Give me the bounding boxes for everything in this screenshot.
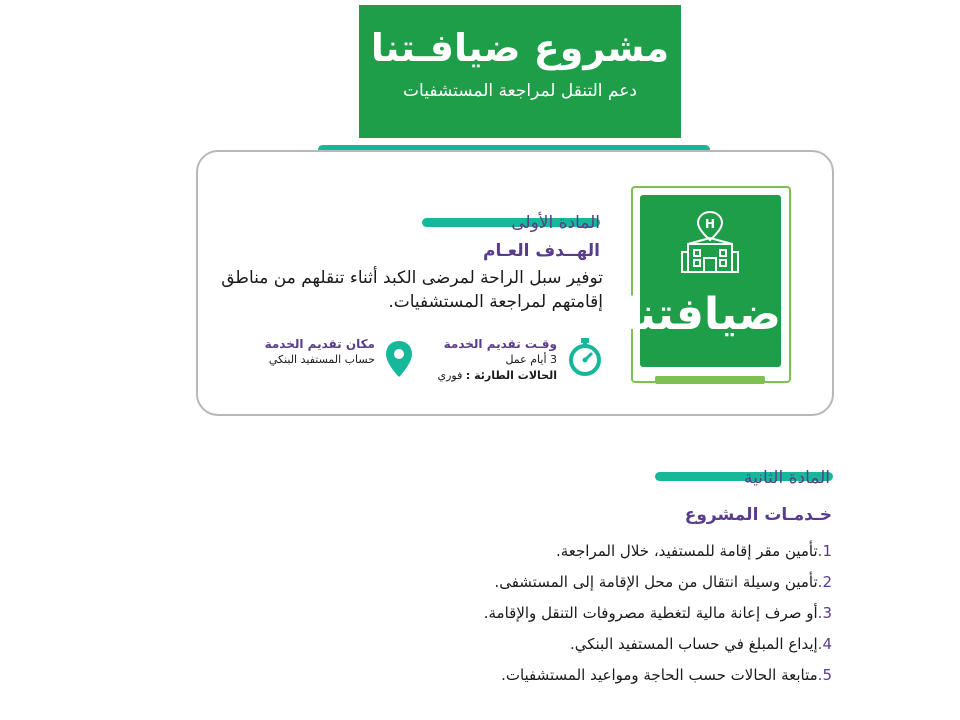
list-item-text: متابعة الحالات حسب الحاجة ومواعيد المستشفيات. [501,666,818,684]
service-time-days: 3 أيام عمل [505,353,557,366]
list-item [484,601,832,632]
list-item-number: 4. [817,635,832,653]
list-item [484,539,832,570]
list-item [484,570,832,601]
service-time-label: وقـت تقديم الخدمة [443,337,557,351]
article2-heading: خـدمـات المشروع [684,505,832,525]
location-pin-icon [385,340,413,378]
logo-underline [655,376,765,384]
list-item-number: 3. [817,604,832,622]
list-item-number: 2. [817,573,832,591]
article2-label: المادة الثانية [744,468,830,488]
list-item-text: تأمين مقر إقامة للمستفيد، خلال المراجعة. [555,542,818,560]
page-title: مشروع ضيافـتنا [370,26,670,70]
list-item [484,663,832,694]
services-list [484,539,832,694]
list-item-text: أو صرف إعانة مالية لتغطية مصروفات التنقل والإقامة. [483,604,818,622]
emergency-value: فوري [437,369,463,382]
emergency-label: الحالات الطارئة : [465,369,557,382]
service-time-emergency [437,369,557,382]
list-item-text: إيداع المبلغ في حساب المستفيد البنكي. [569,635,818,653]
article1-heading: الهــدف العـام [483,241,600,261]
list-item [484,632,832,663]
header-banner [359,5,681,138]
list-item-text: تأمين وسيلة انتقال من محل الإقامة إلى المستشفى. [494,573,818,591]
list-item-number: 5. [817,666,832,684]
hospital-icon [680,210,740,274]
service-place-value: حساب المستفيد البنكي [268,353,375,366]
article1-body: توفير سبل الراحة لمرضى الكبد أثناء تنقلهم من مناطق إقامتهم لمراجعة المستشفيات. [221,268,603,312]
list-item-number: 1. [817,542,832,560]
page-subtitle: دعم التنقل لمراجعة المستشفيات [403,81,637,101]
article1-label: المادة الأولى [511,213,600,233]
logo-text: ضيافتنا [622,289,781,340]
service-place-label: مكان تقديم الخدمة [264,337,375,351]
stopwatch-icon [566,337,604,377]
svg-text:H: H [704,217,716,231]
